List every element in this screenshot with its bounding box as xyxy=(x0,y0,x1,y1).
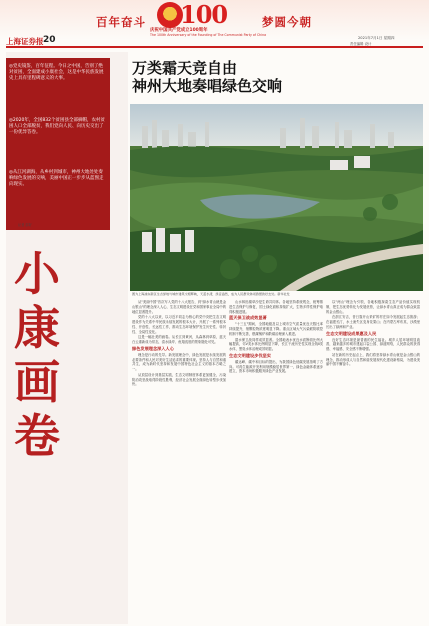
article-subheading: 蓝天保卫战成效显著 xyxy=(229,315,267,321)
article-paragraph: 良好生态环境是最普惠的民生福祉。城乡人居环境明显改善，越来越多的城市建起口袋公园、绿道网络，人民群众的获得感、幸福感、安全感不断增强。 xyxy=(326,337,420,351)
issue-date: 2021年7月1日 星期四 xyxy=(358,36,395,40)
article-paragraph: 在浙江安吉，昔日靠开山采矿的村庄如今发展起生态旅游；在福建长汀，水土流失区变身花果山；在内蒙古库布其，沙漠里长出了绿洲和产业。 xyxy=(326,315,420,329)
article-column xyxy=(229,300,323,618)
sidebar-credit: 记者 邵好 xyxy=(18,223,32,227)
article-column xyxy=(326,300,420,618)
centenary-logo: 100 xyxy=(180,0,228,29)
article-paragraph: 站在新的历史起点上，我们将坚持绿水青山就是金山银山的理念，推动形成人与自然和谐发展现代化建设新格局，为建设美丽中国不懈奋斗。 xyxy=(326,352,420,367)
section-title-char: 画 xyxy=(14,355,60,409)
article-paragraph: 从"美丽中国"首次写入党的十八大报告，到"绿水青山就是金山银山"的理念深入人心，生态文明建设在党和国家事业全局中的地位显著提升。 xyxy=(132,300,226,314)
article-subheading: 生态文明建设成果惠及人民 xyxy=(326,330,377,336)
article-paragraph: 这是一幅壮美的画卷。从长江到黄河，从森林到草原，蓝天白云重新成为常态，清水绿岸、鱼翔浅底的景象随处可见。 xyxy=(132,335,226,344)
article-paragraph: 碧水保卫战同样成效显著。全国地表水优良水质断面比例大幅提高，劣Ⅴ类水体比例明显下降，长江干流历史性实现全线Ⅱ类水体，黑臭水体治理成效明显。 xyxy=(229,337,323,351)
article-column xyxy=(132,300,226,618)
article-paragraph: 党的十八大以来，以习近平同志为核心的党中央把生态文明建设作为关系中华民族永续发展的根本大计，开展了一系列根本性、开创性、长远性工作，推动生态环境保护发生历史性、转折性、全局性变化。 xyxy=(132,315,226,334)
sidebar-summary-box xyxy=(6,58,110,230)
article-paragraph: 理念是行动的先导。新发展理念中，绿色发展是永续发展的必要条件和人民对美好生活追求的重要体现。坚持人与自然和谐共生，成为新时代坚持和发展中国特色社会主义的基本方略之一。 xyxy=(132,352,226,371)
sidebar-paragraph: ◎党史镜鉴，百年征程。今日之中国，告别了绝对贫困，全面建成小康社会，这是中华民族发展史上具有里程碑意义的大事。 xyxy=(9,64,104,81)
sidebar-paragraph: ◎从江河湖海，从乡村到城市，神州大地处处奏响绿色发展的交响，美丽中国正一步步从蓝图走向现实。 xyxy=(9,170,104,187)
edition-info: 责任编辑 设计 xyxy=(350,42,372,46)
article-subheading: 生态文明建设步伐坚实 xyxy=(229,352,271,358)
article-headline-line2: 神州大地奏唱绿色交响 xyxy=(132,77,283,95)
sidebar-paragraph: ◎2020年，全国832个贫困县全部摘帽，农村贫困人口全部脱贫，我们党向人民、向历史交出了一份优异答卷。 xyxy=(9,118,105,135)
section-title-char: 卷 xyxy=(14,409,60,463)
celebration-text: 庆祝中国共产党成立100周年 xyxy=(150,28,208,33)
landscape-photo xyxy=(130,104,423,291)
article-subheading: 绿色发展理念深入人心 xyxy=(132,345,174,351)
slogan-right: 梦圆今朝 xyxy=(262,15,312,29)
page-number: 20 xyxy=(43,35,56,45)
article-paragraph: 从顶层设计到基层实践，生态文明制度体系更加健全，污染防治攻坚战取得阶段性胜利，经济社会发展全面绿色转型步伐加快。 xyxy=(132,372,226,387)
section-title-char: 康 xyxy=(14,301,60,355)
photo-caption: 图为上海浦东新区生态绿地与城市建筑交相辉映，天蓝水清，绿意盎然，成为人民群众休闲游憩的好去处。新华社发 xyxy=(132,292,290,296)
article-paragraph: 碳达峰、碳中和目标的提出，为我国绿色低碳发展指明了方向。可再生能源开发利用规模稳居世界第一，绿色金融体系逐步建立，资本市场积极服务绿色产业发展。 xyxy=(229,359,323,374)
article-paragraph: 以"两山"理念为引领，各地积极探索生态产品价值实现机制，把生态优势转化为发展优势，让绿水青山真正成为群众致富的金山银山。 xyxy=(326,300,420,314)
slogan-left: 百年奋斗 xyxy=(96,15,146,29)
celebration-text-en: The 100th Anniversary of the Founding of The Communist Party of China xyxy=(150,33,267,37)
article-paragraph: "十三五"期间，全国地级及以上城市空气质量优良天数比率持续提升，细颗粒物浓度明显下降。重点区域大气污染联防联控机制不断完善，燃煤锅炉和散煤治理深入推进。 xyxy=(229,322,323,336)
section-title-char: 小 xyxy=(14,247,60,301)
header-divider xyxy=(6,46,423,48)
article-headline-line1: 万类霜天竞自由 xyxy=(132,59,238,77)
article-paragraph: 山水林田湖草沙是生命共同体。各地坚持系统观念，统筹推进生态保护与修复，国土绿化面积持续扩大，生物多样性保护取得积极进展。 xyxy=(229,300,323,314)
newspaper-name: 上海证券报 xyxy=(6,37,44,46)
